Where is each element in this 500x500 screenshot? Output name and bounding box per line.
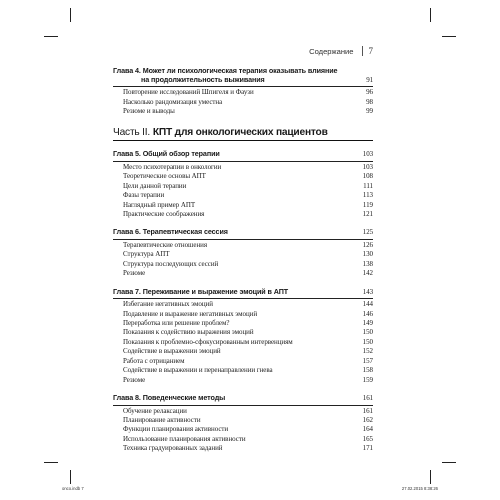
entry-title: Использование планирования активности (123, 434, 246, 443)
chapter-title: Глава 6. Терапевтическая сессия (113, 227, 228, 237)
chapter-heading (113, 228, 373, 240)
toc-entry (113, 250, 373, 259)
entry-title: Резюме (123, 269, 146, 278)
entry-page: 159 (362, 375, 373, 384)
print-slug-file: onco.indb 7 (62, 486, 84, 491)
entry-title: Терапевтические отношения (123, 241, 208, 250)
entry-page: 96 (366, 88, 373, 97)
crop-mark (430, 470, 431, 484)
crop-mark (442, 36, 456, 37)
entry-title: Содействие в выражении и перенаправлении гнева (123, 366, 273, 375)
toc-entry (113, 241, 373, 250)
toc-entry (113, 98, 373, 107)
print-slug-timestamp: 27.02.2015 8:38:26 (401, 486, 438, 491)
entry-page: 108 (362, 172, 373, 181)
entry-title: Показания к проблемно-сфокусированным интервенциям (123, 337, 293, 346)
entry-title: Цели данной терапии (123, 181, 187, 190)
chapter-page: 143 (362, 287, 373, 296)
chapter-7 (113, 288, 373, 385)
entry-page: 150 (362, 328, 373, 337)
entry-title: Структура последующих сессий (123, 259, 219, 268)
entry-page: 113 (362, 191, 373, 200)
entry-title: Резюме и выводы (123, 107, 175, 115)
crop-mark (442, 462, 456, 463)
entry-page: 165 (362, 434, 373, 443)
chapter-page: 103 (362, 150, 373, 159)
entry-page: 150 (362, 337, 373, 346)
entry-page: 98 (366, 97, 373, 106)
toc-entry (113, 319, 373, 328)
entry-title: Переработка или решение проблем? (123, 319, 230, 328)
chapter-entries (113, 163, 373, 219)
chapter-page: 91 (366, 75, 373, 84)
toc-entry (113, 300, 373, 309)
entry-page: 121 (362, 210, 373, 219)
chapter-entries (113, 88, 373, 116)
entry-page: 119 (362, 200, 373, 209)
toc-entry (113, 338, 373, 347)
chapter-title: Глава 5. Общий обзор терапии (113, 149, 220, 159)
toc-entry (113, 416, 373, 425)
entry-title: Насколько рандомизация уместна (123, 97, 223, 106)
chapter-heading (113, 394, 373, 406)
entry-title: Работа с отрицанием (123, 356, 185, 365)
chapter-8 (113, 394, 373, 454)
running-head (113, 44, 373, 58)
entry-title: Фазы терапии (123, 191, 165, 200)
entry-title: Теоретические основы АПТ (123, 172, 206, 181)
crop-mark (430, 8, 431, 22)
toc-entry (113, 328, 373, 337)
chapter-page: 161 (362, 393, 373, 402)
entry-title: Показания к содействию выражения эмоций (123, 328, 254, 337)
entry-title: Содействие в выражении эмоций (123, 347, 221, 356)
toc-entry (113, 163, 373, 172)
entry-page: 157 (362, 356, 373, 365)
entry-page: 111 (363, 181, 373, 190)
entry-page: 149 (362, 319, 373, 328)
entry-page: 164 (362, 425, 373, 434)
entry-page: 126 (362, 241, 373, 250)
entry-page: 144 (362, 300, 373, 309)
chapter-entries (113, 300, 373, 385)
chapter-entries (113, 241, 373, 279)
entry-title: Подавление и выражение негативных эмоций (123, 309, 258, 318)
toc-entry (113, 210, 373, 219)
entry-title: Резюме (123, 375, 146, 384)
crop-mark (44, 462, 58, 463)
chapter-heading (113, 288, 373, 300)
entry-page: 146 (362, 309, 373, 318)
toc-entry (113, 407, 373, 416)
toc-entry (113, 269, 373, 278)
chapter-title: Глава 7. Переживание и выражение эмоций в АПТ (113, 286, 289, 296)
chapter-4 (113, 67, 373, 116)
part-title: КПТ для онкологических пациентов (152, 127, 328, 139)
chapter-title-line-2: на продолжительность выживания (141, 74, 265, 84)
entry-page: 162 (362, 415, 373, 424)
chapter-heading (113, 67, 373, 87)
contents-page (113, 44, 373, 454)
entry-page: 142 (362, 269, 373, 278)
chapter-entries (113, 407, 373, 454)
chapter-heading (113, 150, 373, 162)
entry-page: 152 (362, 347, 373, 356)
entry-title: Функции планирования активности (123, 425, 229, 434)
toc-entry (113, 347, 373, 356)
toc-entry (113, 191, 373, 200)
entry-title: Структура АПТ (123, 250, 170, 259)
entry-page: 171 (362, 444, 373, 453)
entry-title: Место психотерапии в онкологии (123, 163, 222, 171)
toc-entry (113, 172, 373, 181)
entry-title: Избегание негативных эмоций (123, 300, 213, 309)
entry-title: Практические соображения (123, 210, 205, 219)
entry-title: Обучение релаксации (123, 406, 187, 415)
print-slug (62, 486, 438, 491)
part-heading (113, 126, 373, 141)
entry-title: Планирование активности (123, 415, 201, 424)
page-number: 7 (368, 46, 373, 56)
entry-page: 99 (366, 107, 373, 115)
entry-page: 138 (362, 259, 373, 268)
running-head-divider (362, 46, 363, 56)
toc-entry (113, 425, 373, 434)
toc-entry (113, 376, 373, 385)
toc-entry (113, 444, 373, 453)
chapter-title: Глава 8. Поведенческие методы (113, 392, 226, 402)
entry-title: Повторение исследований Шпигеля и Фаузи (123, 88, 254, 97)
toc-entry (113, 310, 373, 319)
entry-page: 130 (362, 250, 373, 259)
toc-entry (113, 88, 373, 97)
chapter-title-line-1: Глава 4. Может ли психологическая терапия оказывать влияние (113, 66, 338, 75)
crop-mark (70, 8, 71, 22)
chapter-page: 125 (362, 228, 373, 237)
toc-entry (113, 182, 373, 191)
toc-entry (113, 366, 373, 375)
toc-entry (113, 107, 373, 116)
crop-mark (44, 36, 58, 37)
entry-page: 103 (362, 163, 373, 171)
chapter-title (113, 67, 355, 84)
chapter-5 (113, 150, 373, 219)
entry-title: Наглядный пример АПТ (123, 200, 196, 209)
toc-entry (113, 357, 373, 366)
entry-page: 158 (362, 366, 373, 375)
chapter-6 (113, 228, 373, 278)
entry-title: Техника градуированных заданий (123, 444, 223, 453)
running-head-title: Содержание (309, 46, 354, 56)
toc-entry (113, 435, 373, 444)
toc-entry (113, 201, 373, 210)
crop-mark (70, 470, 71, 484)
toc-entry (113, 260, 373, 269)
part-label: Часть II. (113, 127, 151, 139)
entry-page: 161 (362, 406, 373, 415)
